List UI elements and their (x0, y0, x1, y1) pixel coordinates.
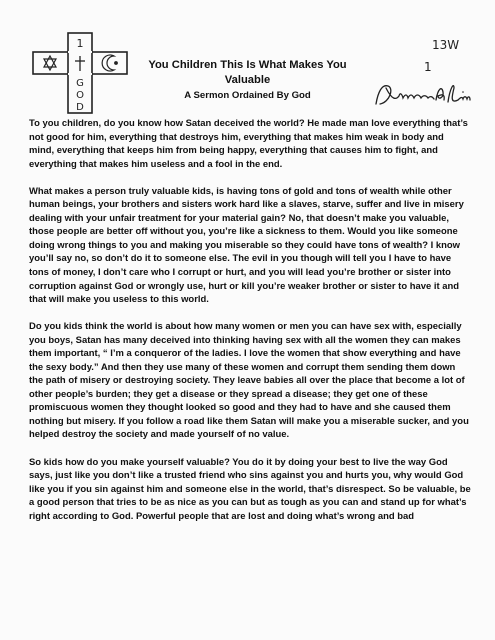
page-title: You Children This Is What Makes You (148, 59, 347, 71)
cross-logo-icon (30, 32, 130, 114)
paragraph: So kids how do you make yourself valuable? You do it by doing your best to live the way God says, just like you don’t like a trusted friend who sins against you and hurts you, why would God like you if you sin against him and someone else in the world, that’s disrespect. So be valuable, be a good person that tries to be as nice as you can but as tough as you can and stand up for what’s right according to God. Powerful people that are lost and doing what’s wrong and bad (29, 456, 471, 522)
sermon-body (29, 117, 471, 537)
page-subtitle: A Sermon Ordained By God (184, 90, 311, 101)
title-block (130, 58, 365, 102)
page-title-continued: Valuable (224, 74, 271, 86)
document-code: 13W (432, 38, 460, 52)
star-of-david-icon (44, 56, 56, 70)
cross-letter-g: G (76, 78, 84, 89)
paragraph: Do you kids think the world is about how many women or men you can have sex with, especially you boys, Satan has many deceived into thinking having sex with all the women they can makes them important, “ I’m a conqueror of the ladies. I love the women that show everything and have the sexy body.” And then they use many of these women and corrupt them sending them down the path of misery or destroying society. They leave babies all over the place that become a lot of other people’s burden; they get a disease or they spread a disease; they get one of these promiscuous women they thought looked so good and they had to have and she caused them nothing but misery. If you follow a road like them Satan will make you a miserable sucker, and you helped destroy the society and made yourself of no value. (29, 321, 469, 441)
small-cross-icon (75, 56, 85, 71)
page-number: 1 (424, 60, 432, 74)
paragraph: To you children, do you know how Satan deceived the world? He made man love everything that’s not good for him, everything that destroys him, everything that makes him weak in body and mind, everything that keeps him from being happy, everything that causes him to fight, and everything that makes him useless and a fool in the end. (29, 118, 468, 170)
cross-number: 1 (76, 37, 84, 50)
handwritten-signature (372, 74, 472, 114)
cross-letter-d: D (76, 102, 84, 113)
paragraph: What makes a person truly valuable kids, is having tons of gold and tons of wealth while other human beings, your brothers and sisters work hard like a slaves, starve, suffer and live in misery dealing with your unfair treatment for your material gain? No, that doesn’t make you valuable, those people are better off without you, you’re like a sickness to them. Would you like someone doing wrong things to you and making you miserable so they could have tons of wealth? I know you’ll say no, so don’t do it to someone else. The evil in you though will tell you I have to have tons of money, I don’t care who I corrupt or hurt, and you will lead you’re brother or sister into corruption against God or wrongly use, hurt or kill you’re weaker brother or sister to have it and that will make you useless to this world. (29, 185, 464, 306)
crescent-star-icon (102, 55, 117, 71)
cross-letter-o: O (76, 90, 84, 101)
